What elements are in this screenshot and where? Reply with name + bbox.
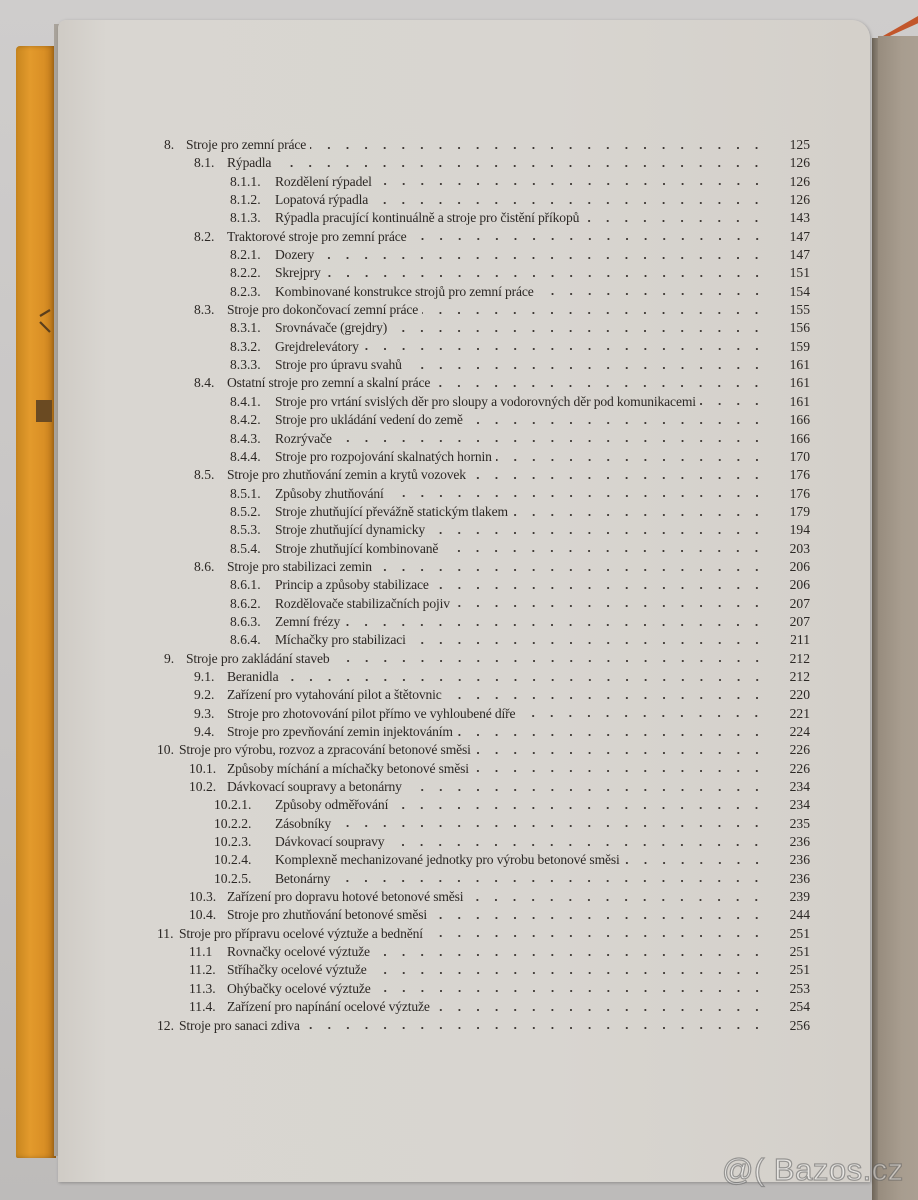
toc-chapter-row bbox=[164, 136, 810, 154]
toc-entry-number: 8.6. bbox=[194, 558, 215, 574]
toc-entry-number: 8.1. bbox=[194, 155, 215, 171]
toc-section-row bbox=[164, 558, 810, 576]
toc-subsection-row bbox=[164, 631, 810, 649]
toc-entry-number: 10. bbox=[157, 742, 174, 758]
dot-leader bbox=[475, 750, 766, 756]
dot-leader bbox=[406, 787, 766, 793]
spine-letter-mark-icon bbox=[38, 308, 52, 336]
toc-page-number: 235 bbox=[789, 815, 810, 831]
toc-entry-number: 11.1 bbox=[189, 944, 213, 960]
dot-leader bbox=[391, 328, 766, 334]
dot-leader bbox=[406, 365, 766, 371]
dot-leader bbox=[467, 420, 766, 426]
toc-page-number: 251 bbox=[789, 925, 810, 941]
toc-entry-number: 8.5.4. bbox=[230, 540, 261, 556]
toc-page-number: 244 bbox=[789, 907, 810, 923]
dot-leader bbox=[363, 346, 766, 352]
dot-leader bbox=[411, 236, 766, 242]
dot-leader bbox=[427, 933, 766, 939]
toc-entry-number: 9. bbox=[164, 650, 175, 666]
toc-entry-number: 8.4.1. bbox=[230, 393, 261, 409]
toc-entry-title: Rýpadla pracující kontinuálně a stroje pro čistění příkopů bbox=[275, 210, 580, 226]
toc-entry-title: Ohýbačky ocelové výztuže bbox=[227, 980, 371, 996]
toc-page-number: 251 bbox=[789, 944, 810, 960]
dot-leader bbox=[325, 273, 766, 279]
dot-leader bbox=[433, 585, 766, 591]
toc-subsection-row bbox=[164, 448, 810, 466]
toc-subsection-row bbox=[164, 356, 810, 374]
toc-subsection-row bbox=[164, 576, 810, 594]
toc-entry-title: Grejdrelevátory bbox=[275, 338, 359, 354]
toc-subsection-row bbox=[164, 595, 810, 613]
dot-leader bbox=[700, 401, 766, 407]
toc-entry-title: Beranidla bbox=[227, 668, 279, 684]
toc-page-number: 234 bbox=[789, 797, 810, 813]
toc-subsection-row bbox=[164, 503, 810, 521]
toc-entry-title: Komplexně mechanizované jednotky pro výrobu betonové směsi bbox=[275, 852, 620, 868]
toc-section-row bbox=[164, 888, 810, 906]
dot-leader bbox=[375, 988, 766, 994]
dot-leader bbox=[429, 530, 766, 536]
toc-subsection-row bbox=[164, 209, 810, 227]
dot-leader bbox=[473, 768, 766, 774]
toc-section-row bbox=[164, 980, 810, 998]
dot-leader bbox=[376, 181, 766, 187]
toc-entry-number: 8.3.3. bbox=[230, 357, 261, 373]
toc-page-number: 154 bbox=[789, 283, 810, 299]
toc-entry-title: Ostatní stroje pro zemní a skalní práce bbox=[227, 375, 431, 391]
toc-entry-title: Zařízení pro napínání ocelové výztuže bbox=[227, 999, 430, 1015]
toc-section-row bbox=[164, 228, 810, 246]
table-of-contents bbox=[157, 136, 810, 1035]
toc-entry-number: 10.4. bbox=[189, 907, 217, 923]
toc-section-row bbox=[164, 760, 810, 778]
toc-section-row bbox=[164, 778, 810, 796]
toc-page-number: 256 bbox=[789, 1017, 810, 1033]
toc-page-number: 203 bbox=[789, 540, 810, 556]
toc-page-number: 126 bbox=[789, 155, 810, 171]
dot-leader bbox=[374, 952, 766, 958]
toc-page-number: 254 bbox=[789, 999, 810, 1015]
toc-page-number: 176 bbox=[789, 485, 810, 501]
toc-entry-title: Způsoby míchání a míchačky betonové směsi bbox=[227, 760, 469, 776]
dot-leader bbox=[470, 475, 766, 481]
dot-leader bbox=[310, 145, 766, 151]
toc-page-number: 207 bbox=[789, 613, 810, 629]
toc-entry-title: Skrejpry bbox=[275, 265, 321, 281]
toc-entry-number: 9.4. bbox=[194, 724, 215, 739]
toc-entry-number: 10.2. bbox=[189, 779, 217, 795]
toc-entry-number: 8.5.3. bbox=[230, 522, 261, 538]
toc-page-number: 206 bbox=[789, 558, 810, 574]
dot-leader bbox=[496, 457, 766, 463]
toc-entry-number: 8.6.4. bbox=[230, 632, 261, 648]
toc-entry-number: 10.2.1. bbox=[214, 797, 252, 813]
toc-entry-number: 8.1.3. bbox=[230, 210, 261, 226]
toc-entry-number: 9.3. bbox=[194, 705, 215, 721]
toc-page-number: 212 bbox=[789, 650, 810, 666]
toc-entry-title: Způsoby zhutňování bbox=[275, 485, 384, 501]
toc-entry-number: 10.2.2. bbox=[214, 815, 252, 831]
toc-entry-title: Zařízení pro dopravu hotové betonové směsi bbox=[227, 889, 464, 905]
toc-entry-number: 11. bbox=[157, 925, 174, 941]
toc-page-number: 251 bbox=[789, 962, 810, 978]
toc-entry-title: Dávkovací soupravy a betonárny bbox=[227, 779, 402, 795]
toc-section-row bbox=[164, 943, 810, 961]
toc-page-number: 166 bbox=[789, 430, 810, 446]
toc-entry-title: Míchačky pro stabilizaci bbox=[275, 632, 406, 648]
toc-subsection-row bbox=[164, 613, 810, 631]
toc-section-row bbox=[164, 466, 810, 484]
toc-subsection-row bbox=[164, 833, 810, 851]
dot-leader bbox=[457, 732, 766, 738]
toc-subsection-row bbox=[164, 246, 810, 264]
toc-entry-title: Stroje pro přípravu ocelové výztuže a bednění bbox=[179, 925, 423, 941]
toc-entry-title: Princip a způsoby stabilizace bbox=[275, 577, 429, 593]
dot-leader bbox=[434, 383, 766, 389]
toc-section-row bbox=[164, 686, 810, 704]
toc-entry-number: 10.2.3. bbox=[214, 834, 252, 850]
dot-leader bbox=[454, 603, 766, 609]
toc-entry-number: 11.2. bbox=[189, 962, 216, 978]
toc-page-number: 206 bbox=[789, 577, 810, 593]
toc-subsection-row bbox=[164, 173, 810, 191]
toc-page-number: 221 bbox=[789, 705, 810, 721]
dot-leader bbox=[335, 823, 766, 829]
dot-leader bbox=[372, 200, 766, 206]
toc-page-number: 226 bbox=[789, 742, 810, 758]
toc-page-number: 161 bbox=[789, 357, 810, 373]
toc-entry-number: 11.4. bbox=[189, 999, 216, 1015]
toc-entry-number: 10.3. bbox=[189, 889, 217, 905]
toc-entry-number: 8.2. bbox=[194, 228, 215, 244]
toc-entry-title: Rozdělení rýpadel bbox=[275, 173, 372, 189]
toc-subsection-row bbox=[164, 411, 810, 429]
toc-entry-title: Dávkovací soupravy bbox=[275, 834, 385, 850]
toc-subsection-row bbox=[164, 521, 810, 539]
toc-entry-number: 8.2.3. bbox=[230, 283, 261, 299]
toc-section-row bbox=[164, 906, 810, 924]
book-cover-spine bbox=[16, 46, 56, 1158]
toc-page-number: 212 bbox=[789, 668, 810, 684]
toc-entry-number: 8.4. bbox=[194, 375, 215, 391]
toc-page-number: 236 bbox=[789, 834, 810, 850]
toc-entry-title: Stříhačky ocelové výztuže bbox=[227, 962, 367, 978]
toc-chapter-row bbox=[164, 650, 810, 668]
toc-page-number: 151 bbox=[789, 265, 810, 281]
toc-entry-title: Srovnávače (grejdry) bbox=[275, 320, 388, 336]
toc-subsection-row bbox=[164, 430, 810, 448]
toc-entry-title: Stroje pro zpevňování zemin injektováním bbox=[227, 724, 453, 739]
toc-entry-number: 8.4.3. bbox=[230, 430, 261, 446]
toc-entry-number: 8. bbox=[164, 137, 175, 152]
dot-leader bbox=[519, 713, 766, 719]
toc-page-number: 147 bbox=[789, 228, 810, 244]
toc-entry-number: 10.2.4. bbox=[214, 852, 252, 868]
toc-entry-title: Stroje zhutňující kombinovaně bbox=[275, 540, 439, 556]
toc-section-row bbox=[164, 154, 810, 172]
toc-entry-title: Stroje pro vrtání svislých děr pro sloupy a vodorovných děr pod komunikacemi bbox=[275, 393, 696, 409]
toc-entry-title: Lopatová rýpadla bbox=[275, 192, 369, 208]
toc-section-row bbox=[164, 668, 810, 686]
toc-entry-title: Stroje pro zhutňování betonové směsi bbox=[227, 907, 427, 923]
toc-entry-title: Zásobníky bbox=[275, 815, 332, 831]
toc-page-number: 126 bbox=[789, 173, 810, 189]
toc-page-number: 143 bbox=[789, 210, 810, 226]
toc-entry-number: 8.2.2. bbox=[230, 265, 261, 281]
toc-entry-title: Rýpadla bbox=[227, 155, 272, 171]
toc-entry-number: 8.6.1. bbox=[230, 577, 261, 593]
toc-entry-number: 8.3. bbox=[194, 302, 215, 318]
toc-entry-number: 8.4.4. bbox=[230, 448, 261, 464]
toc-entry-title: Zařízení pro vytahování pilot a štětovnic bbox=[227, 687, 442, 703]
toc-page-number: 161 bbox=[789, 393, 810, 409]
toc-entry-number: 8.6.3. bbox=[230, 613, 261, 629]
toc-page-number: 179 bbox=[789, 503, 810, 519]
dot-leader bbox=[376, 567, 766, 573]
toc-subsection-row bbox=[164, 540, 810, 558]
dot-leader bbox=[434, 1007, 766, 1013]
toc-entry-title: Kombinované konstrukce strojů pro zemní práce bbox=[275, 283, 534, 299]
toc-entry-number: 8.3.1. bbox=[230, 320, 261, 336]
toc-entry-title: Stroje zhutňující převážně statickým tlakem bbox=[275, 503, 508, 519]
dot-leader bbox=[512, 512, 766, 518]
toc-section-row bbox=[164, 961, 810, 979]
dot-leader bbox=[388, 842, 766, 848]
toc-section-row bbox=[164, 998, 810, 1016]
toc-entry-title: Stroje pro zhotovování pilot přímo ve vyhloubené díře bbox=[227, 705, 516, 721]
toc-entry-number: 8.5.1. bbox=[230, 485, 261, 501]
toc-entry-title: Stroje pro dokončovací zemní práce bbox=[227, 302, 419, 318]
dot-leader bbox=[583, 218, 766, 224]
dot-leader bbox=[275, 163, 766, 169]
toc-page-number: 220 bbox=[789, 687, 810, 703]
toc-chapter-row bbox=[157, 1017, 810, 1035]
toc-page-number: 170 bbox=[789, 448, 810, 464]
toc-page-number: 194 bbox=[789, 522, 810, 538]
dot-leader bbox=[422, 310, 766, 316]
toc-entry-title: Rovnačky ocelové výztuže bbox=[227, 944, 370, 960]
toc-entry-title: Způsoby odměřování bbox=[275, 797, 389, 813]
toc-subsection-row bbox=[164, 264, 810, 282]
dot-leader bbox=[392, 805, 766, 811]
toc-page-number: 236 bbox=[789, 870, 810, 886]
toc-page-number: 125 bbox=[789, 137, 810, 152]
toc-page-number: 126 bbox=[789, 192, 810, 208]
dot-leader bbox=[538, 291, 766, 297]
book-gutter bbox=[872, 38, 878, 1200]
dot-leader bbox=[334, 878, 766, 884]
toc-entry-title: Stroje pro ukládání vedení do země bbox=[275, 412, 463, 428]
toc-page-number: 236 bbox=[789, 852, 810, 868]
toc-entry-number: 8.5.2. bbox=[230, 503, 261, 519]
toc-entry-number: 8.6.2. bbox=[230, 595, 261, 611]
toc-page-number: 234 bbox=[789, 779, 810, 795]
toc-page-number: 147 bbox=[789, 247, 810, 263]
toc-section-row bbox=[164, 705, 810, 723]
toc-entry-number: 8.4.2. bbox=[230, 412, 261, 428]
toc-entry-title: Dozery bbox=[275, 247, 315, 263]
toc-entry-number: 8.5. bbox=[194, 467, 215, 483]
toc-page-number: 156 bbox=[789, 320, 810, 336]
dot-leader bbox=[336, 438, 766, 444]
toc-entry-number: 8.1.1. bbox=[230, 173, 261, 189]
toc-page-number: 176 bbox=[789, 467, 810, 483]
toc-subsection-row bbox=[164, 283, 810, 301]
dot-leader bbox=[624, 860, 766, 866]
toc-entry-number: 10.1. bbox=[189, 760, 217, 776]
toc-subsection-row bbox=[164, 393, 810, 411]
toc-entry-number: 8.3.2. bbox=[230, 338, 261, 354]
dot-leader bbox=[318, 255, 766, 261]
toc-entry-number: 10.2.5. bbox=[214, 870, 252, 886]
toc-page-number: 226 bbox=[789, 760, 810, 776]
toc-chapter-row bbox=[157, 925, 810, 943]
toc-entry-title: Stroje zhutňující dynamicky bbox=[275, 522, 425, 538]
toc-page-number: 166 bbox=[789, 412, 810, 428]
toc-entry-title: Rozdělovače stabilizačních pojiv bbox=[275, 595, 450, 611]
toc-page-number: 239 bbox=[789, 889, 810, 905]
dot-leader bbox=[344, 622, 766, 628]
toc-subsection-row bbox=[164, 870, 810, 888]
toc-page-number: 224 bbox=[789, 724, 810, 739]
toc-subsection-row bbox=[164, 338, 810, 356]
toc-page-number: 211 bbox=[790, 632, 810, 648]
toc-subsection-row bbox=[164, 191, 810, 209]
toc-section-row bbox=[164, 723, 810, 741]
toc-chapter-row bbox=[157, 741, 810, 759]
toc-subsection-row bbox=[164, 796, 810, 814]
toc-entry-title: Traktorové stroje pro zemní práce bbox=[227, 228, 407, 244]
dot-leader bbox=[304, 1025, 766, 1031]
toc-entry-number: 8.2.1. bbox=[230, 247, 261, 263]
toc-entry-number: 8.1.2. bbox=[230, 192, 261, 208]
toc-entry-number: 12. bbox=[157, 1017, 174, 1033]
toc-subsection-row bbox=[164, 485, 810, 503]
toc-page-number: 159 bbox=[789, 338, 810, 354]
spine-block-mark bbox=[36, 400, 52, 422]
toc-section-row bbox=[164, 374, 810, 392]
toc-entry-title: Stroje pro výrobu, rozvoz a zpracování betonové směsi bbox=[179, 742, 471, 758]
toc-page-number: 155 bbox=[789, 302, 810, 318]
dot-leader bbox=[388, 493, 766, 499]
toc-entry-number: 9.1. bbox=[194, 668, 215, 684]
toc-entry-title: Stroje pro zakládání staveb bbox=[186, 650, 330, 666]
toc-section-row bbox=[164, 301, 810, 319]
toc-subsection-row bbox=[164, 851, 810, 869]
toc-entry-title: Stroje pro sanaci zdiva bbox=[179, 1017, 300, 1033]
dot-leader bbox=[431, 915, 766, 921]
toc-entry-number: 11.3. bbox=[189, 980, 216, 996]
toc-entry-title: Betonárny bbox=[275, 870, 331, 886]
watermark: @( Bazos.cz bbox=[722, 1152, 904, 1187]
toc-subsection-row bbox=[164, 815, 810, 833]
facing-page bbox=[878, 36, 918, 1200]
dot-leader bbox=[446, 695, 766, 701]
dot-leader bbox=[283, 677, 767, 683]
toc-entry-title: Stroje pro zhutňování zemin a krytů vozovek bbox=[227, 467, 466, 483]
toc-entry-title: Stroje pro stabilizaci zemin bbox=[227, 558, 372, 574]
toc-entry-title: Stroje pro zemní práce bbox=[186, 137, 307, 152]
dot-leader bbox=[467, 897, 766, 903]
toc-entry-number: 9.2. bbox=[194, 687, 215, 703]
dot-leader bbox=[442, 548, 766, 554]
dot-leader bbox=[410, 640, 766, 646]
toc-page-number: 253 bbox=[789, 980, 810, 996]
toc-subsection-row bbox=[164, 319, 810, 337]
toc-entry-title: Rozrývače bbox=[275, 430, 332, 446]
toc-page-number: 161 bbox=[789, 375, 810, 391]
toc-page-number: 207 bbox=[789, 595, 810, 611]
toc-entry-title: Stroje pro rozpojování skalnatých hornin bbox=[275, 448, 492, 464]
dot-leader bbox=[371, 970, 766, 976]
dot-leader bbox=[334, 658, 766, 664]
toc-entry-title: Zemní frézy bbox=[275, 613, 341, 629]
toc-entry-title: Stroje pro úpravu svahů bbox=[275, 357, 402, 373]
